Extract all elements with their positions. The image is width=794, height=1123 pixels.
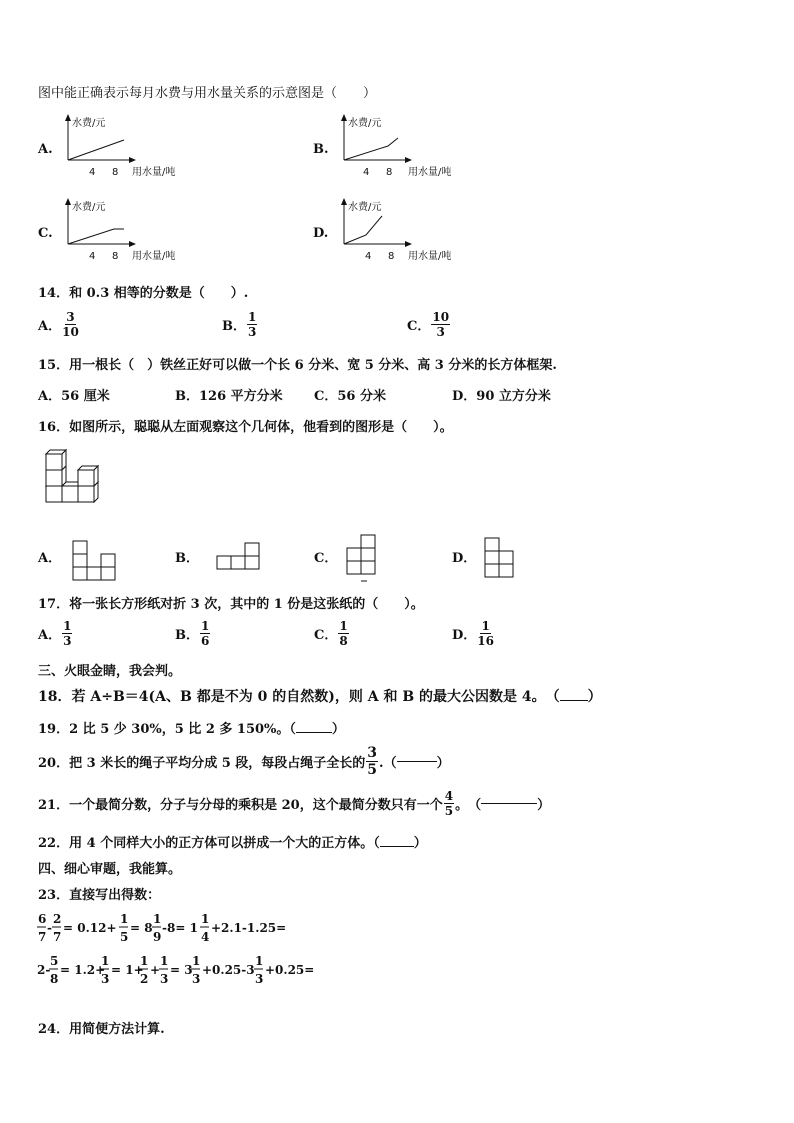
q19-close: ）	[331, 722, 345, 737]
q16-stem: 16．如图所示，聪聪从左面观察这个几何体，他看到的图形是（ ）。	[38, 420, 453, 435]
svg-text:1: 1	[101, 954, 110, 968]
q13-d-tick-8: 8	[388, 251, 395, 262]
q13-b-x-label: 用水量/吨	[408, 167, 452, 178]
q13-c-y-label: 水费/元	[72, 202, 106, 213]
q16-option-b-letter: B．	[175, 551, 199, 566]
svg-text:7: 7	[38, 930, 47, 944]
q19-answer-blank[interactable]	[296, 732, 332, 733]
svg-text:1: 1	[120, 912, 129, 926]
q21-after: 。 （	[455, 798, 482, 813]
q17-a-den: 3	[63, 634, 72, 648]
q13-graph-b	[336, 112, 466, 184]
q14-a-den: 10	[62, 325, 79, 339]
q17-d-den: 16	[477, 634, 494, 648]
svg-text:3: 3	[192, 972, 201, 986]
q17-b-den: 6	[201, 634, 210, 648]
q17-stem: 17．将一张长方形纸对折 3 次，其中的 1 份是这张纸的（ ）。	[38, 597, 424, 612]
q20-den: 5	[367, 762, 378, 778]
q16-solid-figure	[40, 452, 110, 508]
q15-option-c: C．56 分米	[314, 389, 386, 404]
q17-option-a	[38, 620, 73, 647]
q16-option-a-letter: A．	[38, 551, 62, 566]
q14-a-num: 3	[66, 310, 75, 324]
svg-text:+2.1-1.25=: +2.1-1.25=	[211, 921, 287, 935]
q13-option-c-letter: C.	[38, 226, 53, 241]
q21-den: 5	[444, 804, 454, 818]
q13-c-x-label: 用水量/吨	[132, 251, 176, 262]
svg-text:2-: 2-	[37, 963, 51, 977]
q22-close: ）	[413, 836, 427, 851]
section-3-heading: 三、火眼金睛，我会判。	[38, 664, 182, 679]
q21-num: 4	[444, 789, 454, 803]
q14-option-c	[407, 311, 451, 338]
svg-text:= 0.12+: = 0.12+	[63, 921, 117, 935]
q18-answer-blank[interactable]	[560, 700, 588, 701]
q15-option-d: D．90 立方分米	[452, 389, 551, 404]
svg-text:6: 6	[38, 912, 47, 926]
q23-calc-row-2	[36, 952, 315, 988]
svg-text:-8= 1: -8= 1	[162, 921, 198, 935]
q13-stem: 图中能正确表示每月水费与用水量关系的示意图是（ ）	[38, 86, 377, 101]
section-4-heading: 四、细心审题，我能算。	[38, 862, 182, 877]
q13-d-tick-4: 4	[365, 251, 372, 262]
svg-text:+: +	[150, 963, 161, 977]
q13-c-tick-4: 4	[89, 251, 96, 262]
svg-text:= 1+: = 1+	[111, 963, 144, 977]
q16-option-d-letter: D．	[452, 551, 477, 566]
q19-stem: 19．2 比 5 少 30%，5 比 2 多 150%。（	[38, 722, 296, 737]
q22-stem: 22．用 4 个同样大小的正方体可以拼成一个大的正方体。（	[38, 836, 380, 851]
svg-text:1: 1	[160, 954, 169, 968]
q17-option-c-letter: C．	[314, 628, 338, 643]
svg-text:+0.25=: +0.25=	[265, 963, 315, 977]
q15-stem: 15．用一根长（ ）铁丝正好可以做一个长 6 分米、宽 5 分米、高 3 分米的长方体框架.	[38, 358, 557, 373]
q21-text	[38, 790, 550, 817]
q16-option-a-figure	[72, 539, 118, 583]
q16-option-c-letter: C．	[314, 551, 338, 566]
svg-text:-: -	[47, 921, 52, 935]
svg-text:1: 1	[153, 912, 162, 926]
q13-graph-d	[336, 196, 466, 268]
q14-c-den: 3	[436, 325, 445, 339]
svg-text:9: 9	[153, 930, 162, 944]
q13-option-b-letter: B.	[313, 142, 329, 157]
q20-text	[38, 746, 450, 777]
q14-option-a	[38, 311, 80, 338]
q15-option-a: A．56 厘米	[38, 389, 110, 404]
q17-option-d-letter: D．	[452, 628, 477, 643]
svg-text:= 1.2+: = 1.2+	[60, 963, 106, 977]
svg-text:5: 5	[120, 930, 129, 944]
svg-text:1: 1	[140, 954, 149, 968]
q13-a-y-label: 水费/元	[72, 118, 106, 129]
q17-option-a-letter: A．	[38, 628, 62, 643]
q13-d-y-label: 水费/元	[348, 202, 382, 213]
q20-after: .（	[379, 756, 397, 771]
svg-text:2: 2	[140, 972, 149, 986]
q13-b-tick-4: 4	[363, 167, 370, 178]
q17-b-num: 1	[201, 619, 210, 633]
q14-b-num: 1	[248, 310, 257, 324]
q17-option-b-letter: B．	[175, 628, 199, 643]
svg-text:= 8: = 8	[130, 921, 153, 935]
q20-answer-blank[interactable]	[397, 761, 437, 762]
q15-option-b: B．126 平方分米	[175, 389, 283, 404]
svg-text:1: 1	[201, 912, 210, 926]
q14-stem: 14．和 0.3 相等的分数是（ ）.	[38, 286, 249, 301]
q16-option-b-figure	[216, 541, 262, 571]
q16-option-d-figure	[484, 536, 516, 580]
q17-a-num: 1	[63, 619, 72, 633]
q13-option-d-letter: D.	[313, 226, 329, 241]
q14-option-b-letter: B．	[222, 319, 246, 334]
q23-calc-row-1	[36, 910, 287, 946]
q13-option-a-letter: A.	[38, 142, 53, 157]
q22-text	[38, 832, 427, 851]
q14-option-a-letter: A．	[38, 319, 62, 334]
q21-close: ）	[537, 798, 551, 813]
q18-stem: 18．若 A÷B＝4(A、B 都是不为 0 的自然数)，则 A 和 B 的最大公因数是 4。 （	[38, 689, 560, 705]
svg-text:= 3: = 3	[170, 963, 193, 977]
svg-text:+0.25-3: +0.25-3	[202, 963, 255, 977]
q16-option-c-figure	[346, 533, 378, 585]
q17-c-den: 8	[339, 634, 348, 648]
svg-text:4: 4	[201, 930, 210, 944]
q19-text	[38, 718, 345, 737]
q13-a-tick-4: 4	[89, 167, 96, 178]
q13-graph-c	[60, 196, 190, 268]
svg-text:3: 3	[255, 972, 264, 986]
q13-d-x-label: 用水量/吨	[408, 251, 452, 262]
q18-text	[38, 686, 602, 706]
q13-a-tick-8: 8	[112, 167, 119, 178]
svg-text:1: 1	[192, 954, 201, 968]
q13-b-tick-8: 8	[386, 167, 393, 178]
q13-graph-a	[60, 112, 190, 184]
q14-option-b	[222, 311, 258, 338]
q13-a-x-label: 用水量/吨	[132, 167, 176, 178]
q24-stem: 24．用简便方法计算.	[38, 1022, 165, 1037]
q21-stem: 21．一个最简分数，分子与分母的乘积是 20，这个最简分数只有一个	[38, 798, 443, 813]
q20-stem: 20．把 3 米长的绳子平均分成 5 段，每段占绳子全长的	[38, 756, 366, 771]
q13-c-tick-8: 8	[112, 251, 119, 262]
q17-option-b	[175, 620, 211, 647]
q20-close: ）	[436, 756, 450, 771]
q14-c-num: 10	[432, 310, 450, 324]
svg-text:5: 5	[50, 954, 59, 968]
q17-d-num: 1	[481, 619, 490, 633]
svg-text:3: 3	[160, 972, 169, 986]
svg-text:8: 8	[50, 972, 59, 986]
svg-text:3: 3	[101, 972, 110, 986]
q17-option-c	[314, 620, 350, 647]
q14-option-c-letter: C．	[407, 319, 431, 334]
q17-c-num: 1	[339, 619, 348, 633]
q18-close: ）	[587, 689, 602, 705]
q14-b-den: 3	[248, 325, 257, 339]
q20-num: 3	[367, 745, 378, 761]
q13-b-y-label: 水费/元	[348, 118, 382, 129]
q21-answer-blank[interactable]	[481, 803, 537, 804]
q22-answer-blank[interactable]	[380, 846, 414, 847]
svg-text:1: 1	[255, 954, 264, 968]
svg-text:2: 2	[53, 912, 62, 926]
q17-option-d	[452, 620, 495, 647]
svg-text:7: 7	[53, 930, 62, 944]
q23-stem: 23．直接写出得数：	[38, 888, 161, 903]
